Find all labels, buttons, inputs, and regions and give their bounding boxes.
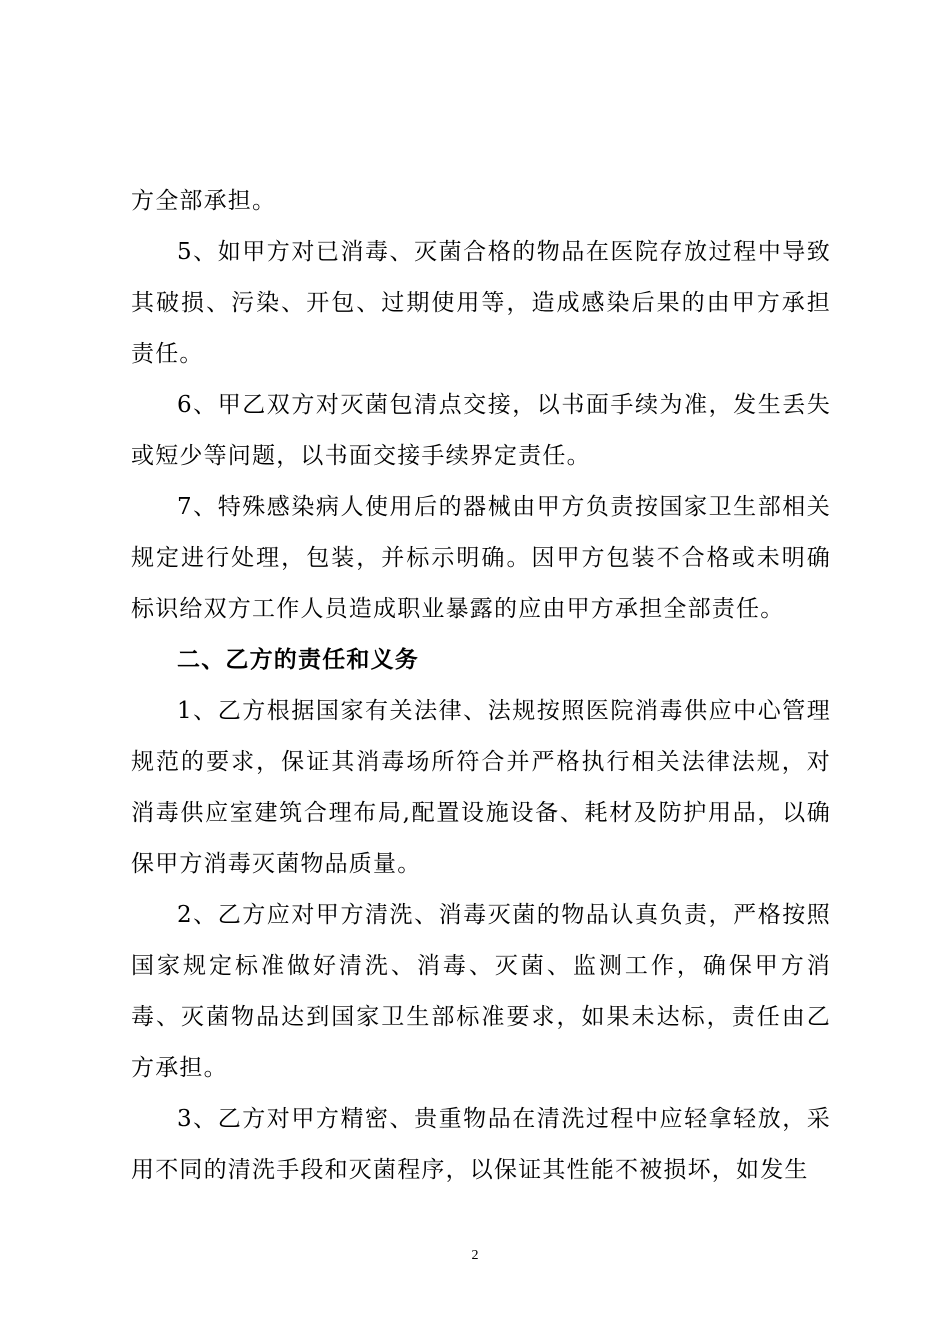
paragraph-item-1: 1、乙方根据国家有关法律、法规按照医院消毒供应中心管理规范的要求，保证其消毒场所符合并严格执行相关法律法规，对消毒供应室建筑合理布局,配置设施设备、耗材及防护用品，以确保甲方消毒灭菌物品质量。 [131,698,831,877]
paragraph-continuation: 方全部承担。 [131,188,277,214]
paragraph-item-7: 7、特殊感染病人使用后的器械由甲方负责按国家卫生部相关规定进行处理，包装，并标示明确。因甲方包装不合格或未明确标识给双方工作人员造成职业暴露的应由甲方承担全部责任。 [131,494,831,622]
paragraph-item-3: 3、乙方对甲方精密、贵重物品在清洗过程中应轻拿轻放，采用不同的清洗手段和灭菌程序，以保证其性能不被损坏，如发生 [131,1106,831,1183]
paragraph-item-6: 6、甲乙双方对灭菌包清点交接，以书面手续为准，发生丢失或短少等问题，以书面交接手续界定责任。 [131,392,831,469]
paragraph-item-5: 5、如甲方对已消毒、灭菌合格的物品在医院存放过程中导致其破损、污染、开包、过期使用等，造成感染后果的由甲方承担责任。 [131,239,831,367]
page-number: 2 [471,1248,479,1263]
paragraph-item-2: 2、乙方应对甲方清洗、消毒灭菌的物品认真负责，严格按照国家规定标准做好清洗、消毒、灭菌、监测工作，确保甲方消毒、灭菌物品达到国家卫生部标准要求，如果未达标，责任由乙方承担。 [131,902,831,1081]
section-heading: 二、乙方的责任和义务 [177,647,419,673]
document-body [131,176,831,1196]
